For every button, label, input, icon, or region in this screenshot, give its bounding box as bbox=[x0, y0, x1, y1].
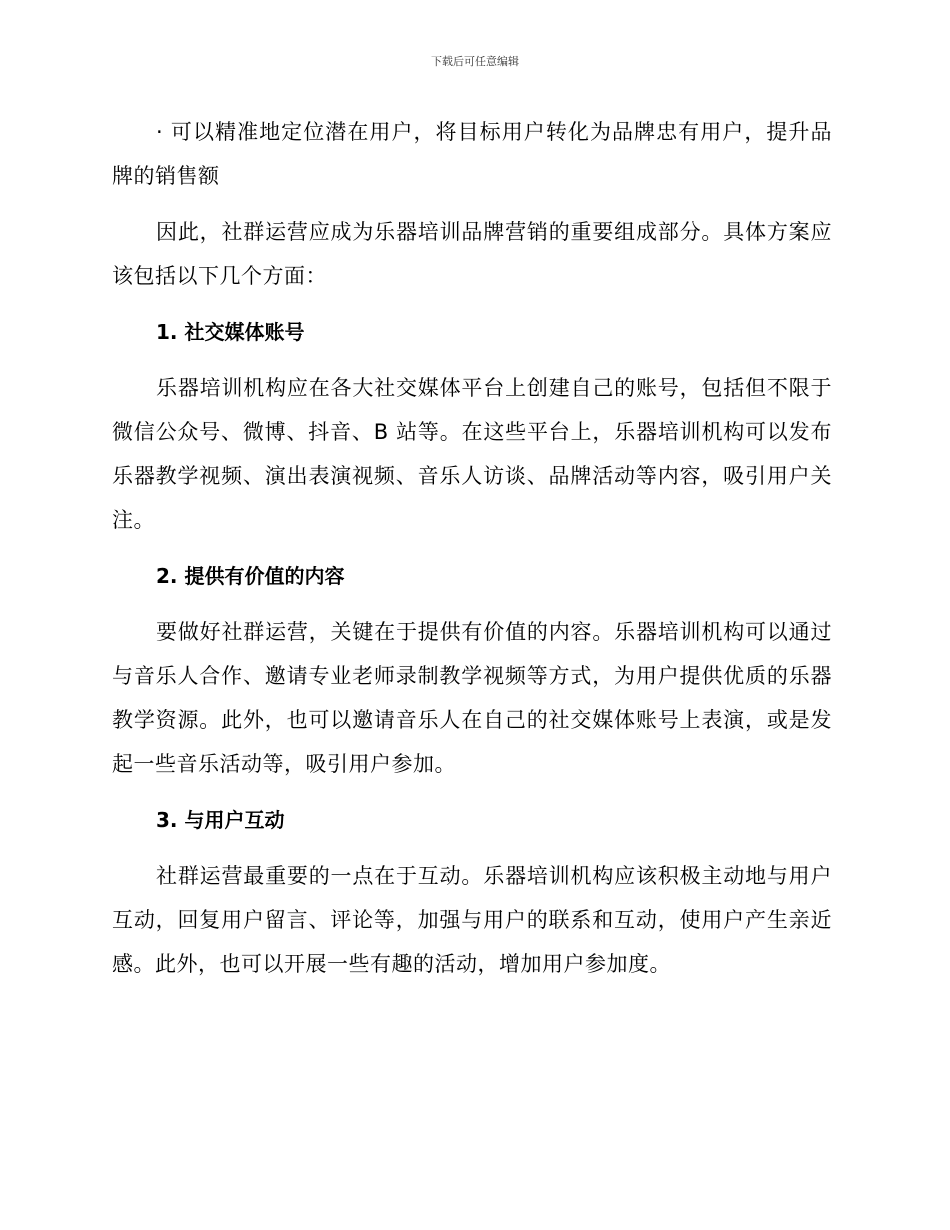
section-heading-valuable-content: 2. 提供有价值的内容 bbox=[156, 564, 345, 588]
paragraph-valuable-content: 要做好社群运营，关键在于提供有价值的内容。乐器培训机构可以通过与音乐人合作、邀请专业老师录制教学视频等方式，为用户提供优质的乐器教学资源。此外，也可以邀请音乐人在自己的社交媒体账号上表演，或是发起一些音乐活动等，吸引用户参加。 bbox=[112, 620, 832, 776]
section-heading-user-interaction: 3. 与用户互动 bbox=[156, 808, 285, 832]
paragraph-social-media: 乐器培训机构应在各大社交媒体平台上创建自己的账号，包括但不限于微信公众号、微博、抖音、B 站等。在这些平台上，乐器培训机构可以发布乐器教学视频、演出表演视频、音乐人访谈、品牌活动等内容，吸引用户关注。 bbox=[112, 376, 832, 532]
paragraph-intro: 因此，社群运营应成为乐器培训品牌营销的重要组成部分。具体方案应该包括以下几个方面： bbox=[112, 220, 832, 288]
paragraph-user-interaction: 社群运营最重要的一点在于互动。乐器培训机构应该积极主动地与用户互动，回复用户留言、评论等，加强与用户的联系和互动，使用户产生亲近感。此外，也可以开展一些有趣的活动，增加用户参加度。 bbox=[112, 864, 832, 976]
header-note: 下载后可任意编辑 bbox=[431, 55, 519, 68]
section-heading-social-media: 1. 社交媒体账号 bbox=[156, 320, 305, 344]
document-body bbox=[112, 110, 832, 998]
paragraph-benefit: · 可以精准地定位潜在用户，将目标用户转化为品牌忠有用户，提升品牌的销售额 bbox=[112, 120, 832, 188]
